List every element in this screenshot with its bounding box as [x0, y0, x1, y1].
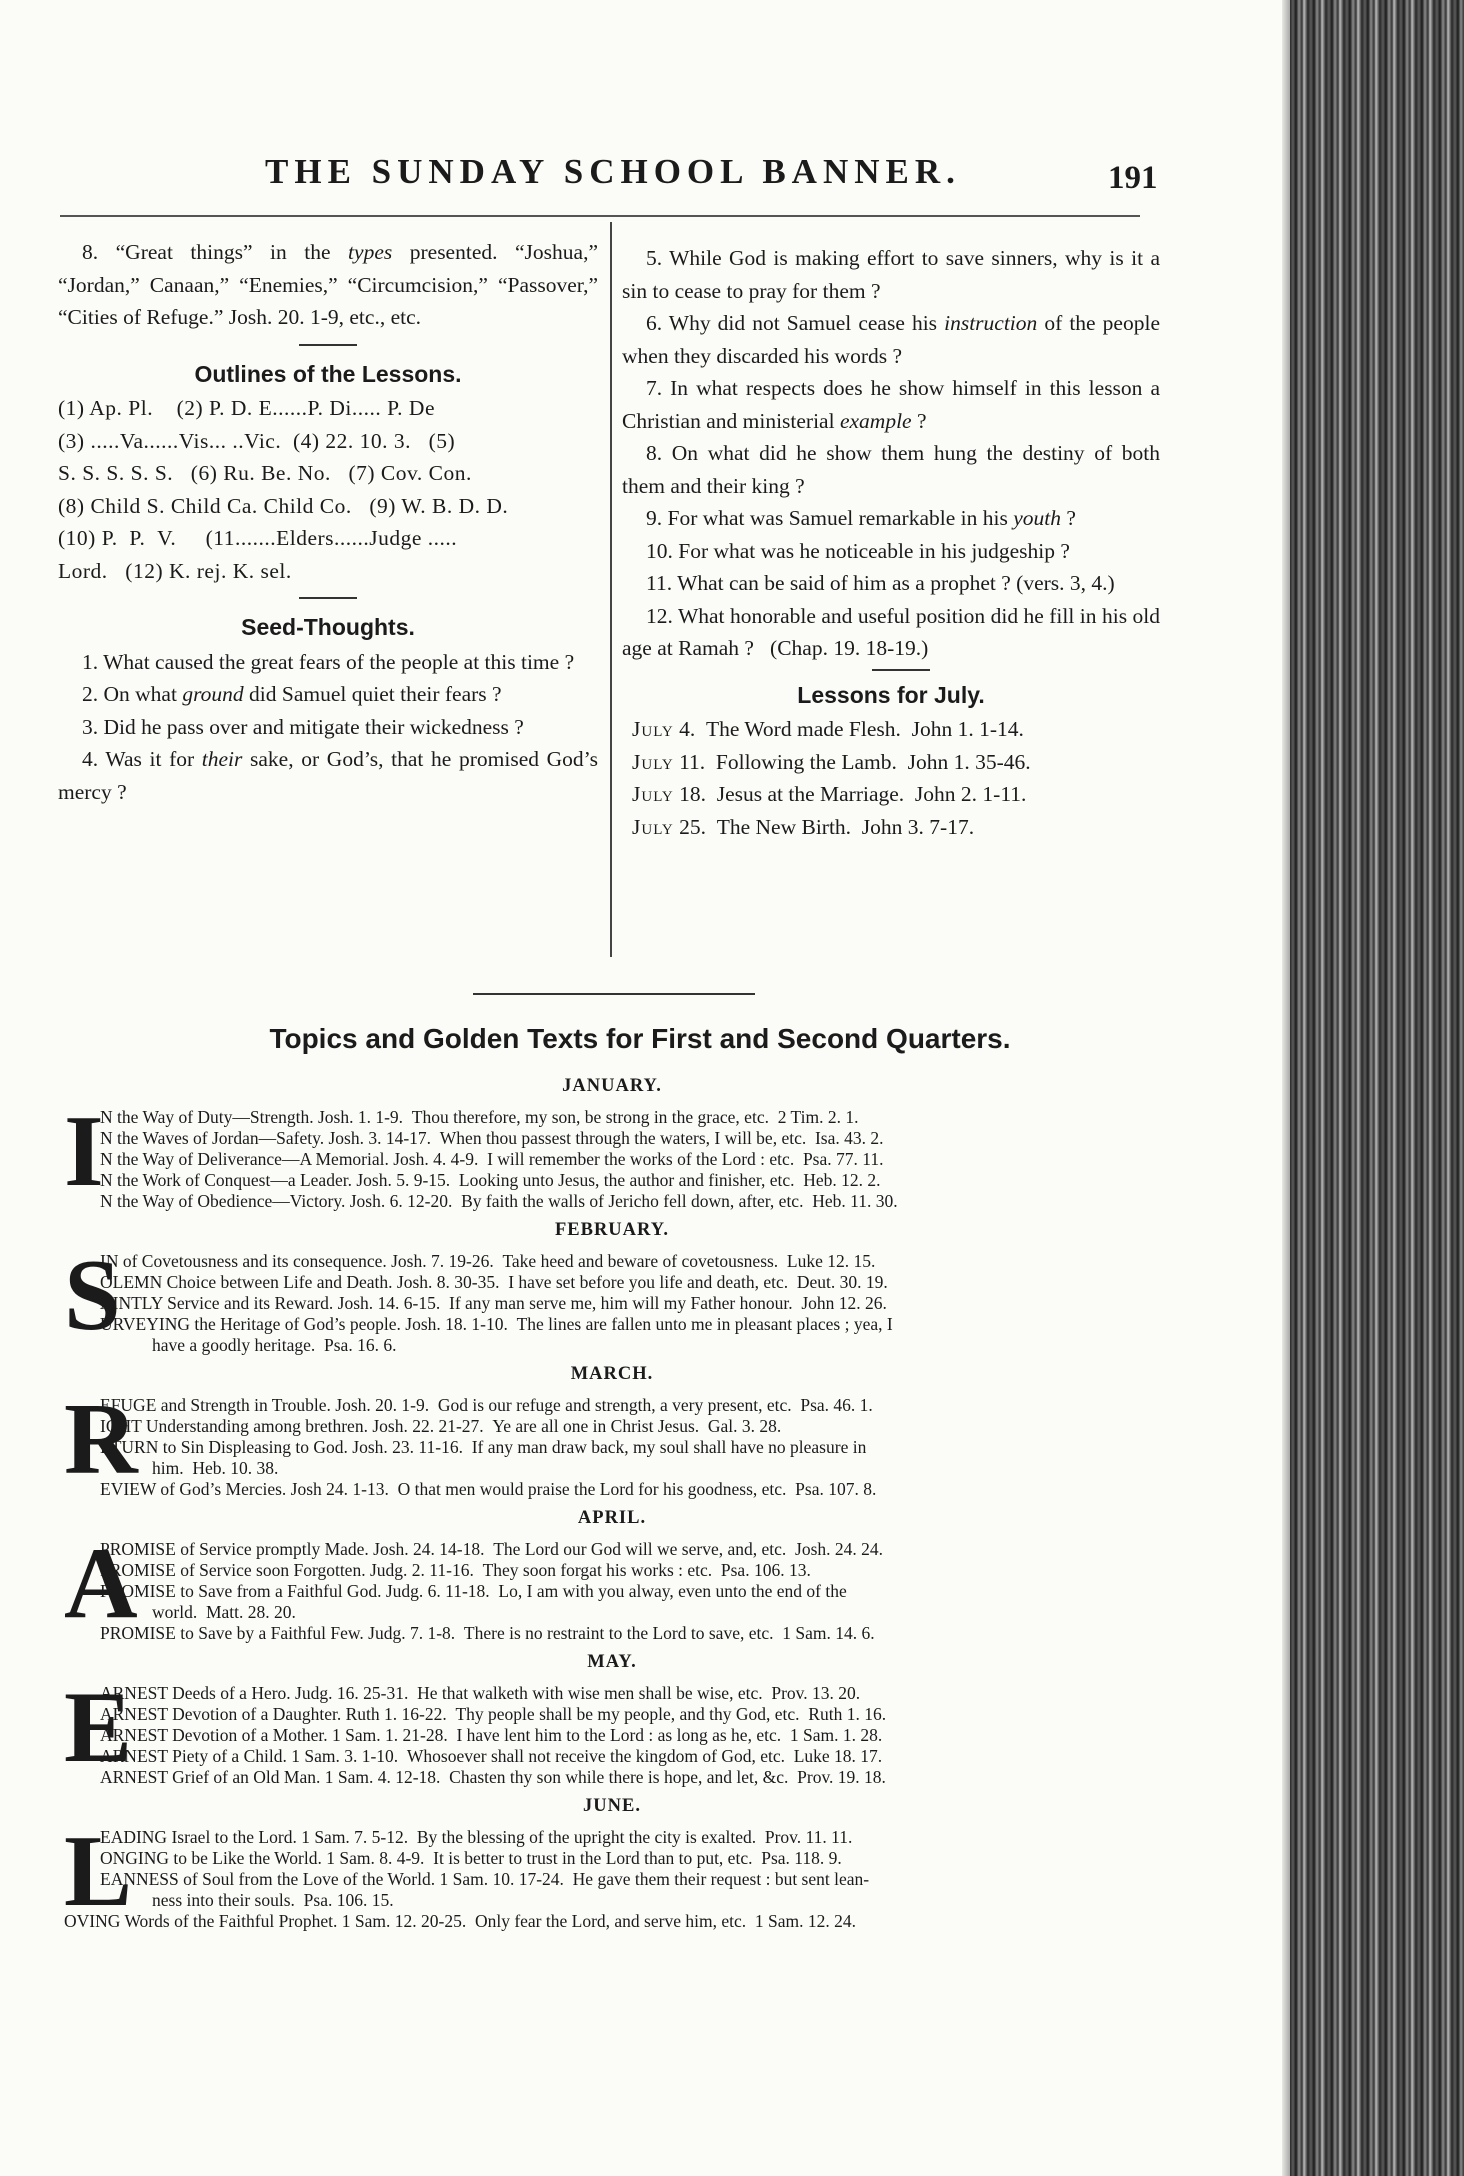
drop-cap: L: [64, 1815, 133, 1928]
question: 9. For what was Samuel remarkable in his youth ?: [646, 506, 1076, 530]
seed-thought: 3. Did he pass over and mitigate their wickedness ?: [82, 714, 524, 739]
running-head: THE SUNDAY SCHOOL BANNER.: [265, 152, 961, 191]
section-rule: [299, 597, 357, 599]
topic-line: OVING Words of the Faithful Prophet. 1 Sam. 12. 20-25. Only fear the Lord, and serve him, etc. 1 Sam. 12. 24.: [64, 1911, 856, 1931]
question: 6. Why did not Samuel cease his instruction of the people when they discarded his words ?: [622, 311, 1160, 368]
outline-line: (3) .....Va......Vis... ..Vic. (4) 22. 10. 3. (5): [58, 428, 456, 453]
topic-line: AINTLY Service and its Reward. Josh. 14. 6-15. If any man serve me, him will my Father honour. John 12. 26.: [100, 1293, 887, 1313]
column-divider: [610, 222, 612, 957]
seed-thoughts-heading: Seed-Thoughts.: [241, 614, 415, 640]
topic-line: N the Way of Obedience—Victory. Josh. 6. 12-20. By faith the walls of Jericho fell down, after, etc. Heb. 11. 30.: [100, 1191, 898, 1211]
page-number: 191: [1108, 160, 1158, 196]
topic-line: PROMISE to Save from a Faithful God. Judg. 6. 11-18. Lo, I am with you alway, even unto the end of the: [100, 1581, 847, 1601]
section-rule: [299, 344, 357, 346]
topic-line: ETURN to Sin Displeasing to God. Josh. 23. 11-16. If any man draw back, my soul shall have no pleasure in: [100, 1437, 867, 1457]
drop-cap: I: [64, 1095, 104, 1208]
topic-line: ARNEST Devotion of a Mother. 1 Sam. 1. 21-28. I have lent him to the Lord : as long as he, etc. 1 Sam. 1. 28.: [100, 1725, 883, 1745]
topic-line: him. Heb. 10. 38.: [152, 1458, 279, 1478]
section-rule: [872, 669, 930, 671]
outline-line: (1) Ap. Pl. (2) P. D. E......P. Di..... P. De: [58, 396, 435, 420]
drop-cap: E: [64, 1671, 133, 1784]
month-topics: [62, 1815, 1162, 1932]
outline-line: (8) Child S. Child Ca. Child Co. (9) W. B. D. D.: [58, 493, 509, 518]
topic-line: have a goodly heritage. Psa. 16. 6.: [152, 1335, 397, 1355]
month-heading: JANUARY.: [562, 1076, 662, 1096]
month-heading: FEBRUARY.: [554, 1220, 670, 1240]
topic-line: ness into their souls. Psa. 106. 15.: [152, 1890, 394, 1910]
topic-line: EADING Israel to the Lord. 1 Sam. 7. 5-12. By the blessing of the upright the city is exalted. Prov. 11. 11.: [100, 1827, 853, 1847]
outline-line: Lord. (12) K. rej. K. sel.: [58, 558, 292, 583]
month-topics: [62, 1095, 1162, 1212]
drop-cap: S: [64, 1239, 121, 1352]
topic-line: N the Way of Duty—Strength. Josh. 1. 1-9. Thou therefore, my son, be strong in the grace, etc. 2 Tim. 2. 1.: [100, 1107, 859, 1127]
drop-cap: A: [64, 1527, 138, 1640]
month-heading: MARCH.: [570, 1364, 654, 1384]
topic-line: PROMISE to Save by a Faithful Few. Judg. 7. 1-8. There is no restraint to the Lord to save, etc. 1 Sam. 14. 6.: [100, 1623, 875, 1643]
questions-list: [622, 242, 1160, 665]
topic-line: ARNEST Devotion of a Daughter. Ruth 1. 16-22. Thy people shall be my people, and thy God, etc. Ruth 1. 16.: [100, 1704, 887, 1724]
seed-thought: 4. Was it for their sake, or God’s, that he promised God’s mercy ?: [58, 747, 598, 804]
topic-line: EVIEW of God’s Mercies. Josh 24. 1-13. O that men would praise the Lord for his goodness, etc. Psa. 107. 8.: [100, 1479, 877, 1499]
july-heading: Lessons for July.: [797, 681, 985, 708]
seed-thoughts-list: [58, 646, 598, 809]
topic-line: URVEYING the Heritage of God’s people. Josh. 18. 1-10. The lines are fallen unto me in pleasant places ; yea, I: [100, 1314, 893, 1334]
question: 12. What honorable and useful position did he fill in his old age at Ramah ? (Chap. 19. 18-19.): [622, 603, 1160, 660]
topic-line: PROMISE of Service soon Forgotten. Judg. 2. 11-16. They soon forgat his works : etc. Psa. 106. 13.: [100, 1560, 811, 1580]
july-lesson: July 25. The New Birth. John 3. 7-17.: [632, 814, 975, 839]
intro-paragraph: 8. “Great things” in the types presented. “Joshua,” “Jordan,” Canaan,” “Enemies,” “Circumcision,” “Passover,” “Cities of Refuge.” Josh. 20. 1-9, etc., etc.: [58, 240, 598, 329]
month-heading: MAY.: [587, 1652, 637, 1672]
outline-line: S. S. S. S. S. (6) Ru. Be. No. (7) Cov. Con.: [58, 461, 472, 485]
question: 11. What can be said of him as a prophet ? (vers. 3, 4.): [646, 571, 1115, 595]
left-column: [58, 236, 598, 808]
topic-line: ARNEST Deeds of a Hero. Judg. 16. 25-31. He that walketh with wise men shall be wise, etc. Prov. 13. 20.: [100, 1683, 861, 1703]
drop-cap: R: [64, 1383, 138, 1496]
outlines-list: [58, 392, 598, 587]
july-lessons-list: [622, 713, 1160, 843]
question: 10. For what was he noticeable in his judgeship ?: [646, 538, 1070, 563]
month-topics: [62, 1527, 1162, 1644]
month-topics: [62, 1239, 1162, 1356]
outlines-heading: Outlines of the Lessons.: [194, 360, 462, 387]
topic-line: EFUGE and Strength in Trouble. Josh. 20. 1-9. God is our refuge and strength, a very present, etc. Psa. 46. 1.: [100, 1395, 873, 1415]
right-column: [622, 242, 1160, 843]
july-lesson: July 11. Following the Lamb. John 1. 35-46.: [632, 749, 1031, 774]
seed-thought: 2. On what ground did Samuel quiet their fears ?: [82, 682, 502, 706]
topic-line: IN of Covetousness and its consequence. Josh. 7. 19-26. Take heed and beware of covetousness. Luke 12. 15.: [100, 1251, 876, 1271]
topic-line: N the Way of Deliverance—A Memorial. Josh. 4. 4-9. I will remember the works of the Lord : etc. Psa. 77. 11.: [100, 1149, 884, 1169]
topic-line: EANNESS of Soul from the Love of the World. 1 Sam. 10. 17-24. He gave them their request : but sent lean-: [100, 1869, 870, 1889]
book-spine: [1290, 0, 1464, 2176]
topic-line: ARNEST Piety of a Child. 1 Sam. 3. 1-10. Whosoever shall not receive the kingdom of God, etc. Luke 18. 17.: [100, 1746, 883, 1766]
topic-line: world. Matt. 28. 20.: [152, 1602, 296, 1622]
seed-thought: 1. What caused the great fears of the people at this time ?: [82, 649, 575, 674]
question: 7. In what respects does he show himself in this lesson a Christian and ministerial example ?: [622, 376, 1160, 433]
month-heading: APRIL.: [577, 1508, 647, 1528]
topic-line: N the Waves of Jordan—Safety. Josh. 3. 14-17. When thou passest through the waters, I will be, etc. Isa. 43. 2.: [100, 1128, 884, 1148]
topic-line: PROMISE of Service promptly Made. Josh. 24. 14-18. The Lord our God will we serve, and, etc. Josh. 24. 24.: [100, 1539, 884, 1559]
july-lesson: July 4. The Word made Flesh. John 1. 1-14.: [632, 717, 1024, 741]
topic-line: N the Work of Conquest—a Leader. Josh. 5. 9-15. Looking unto Jesus, the author and finisher, etc. Heb. 12. 2.: [100, 1170, 881, 1190]
july-lesson: July 18. Jesus at the Marriage. John 2. 1-11.: [632, 782, 1027, 806]
month-heading: JUNE.: [583, 1796, 641, 1816]
section-divider: [473, 993, 755, 995]
month-topics: [62, 1383, 1162, 1500]
topic-line: OLEMN Choice between Life and Death. Josh. 8. 30-35. I have set before you life and death, etc. Deut. 30. 19.: [100, 1272, 888, 1292]
topics-section: [62, 1068, 1162, 1938]
month-topics: [62, 1671, 1162, 1788]
topic-line: ONGING to be Like the World. 1 Sam. 8. 4-9. It is better to trust in the Lord than to put, etc. Psa. 118. 9.: [100, 1848, 842, 1868]
outline-line: (10) P. P. V. (11.......Elders......Judge .....: [58, 526, 458, 550]
question: 8. On what did he show them hung the destiny of both them and their king ?: [622, 441, 1160, 498]
header-rule: [60, 215, 1140, 217]
topics-title: Topics and Golden Texts for First and Second Quarters.: [269, 1023, 1011, 1054]
question: 5. While God is making effort to save sinners, why is it a sin to cease to pray for them ?: [622, 246, 1160, 303]
topic-line: IGHT Understanding among brethren. Josh. 22. 21-27. Ye are all one in Christ Jesus. Gal. 3. 28.: [100, 1416, 782, 1436]
topic-line: ARNEST Grief of an Old Man. 1 Sam. 4. 12-18. Chasten thy son while there is hope, and let, &c. Prov. 19. 18.: [100, 1767, 886, 1787]
